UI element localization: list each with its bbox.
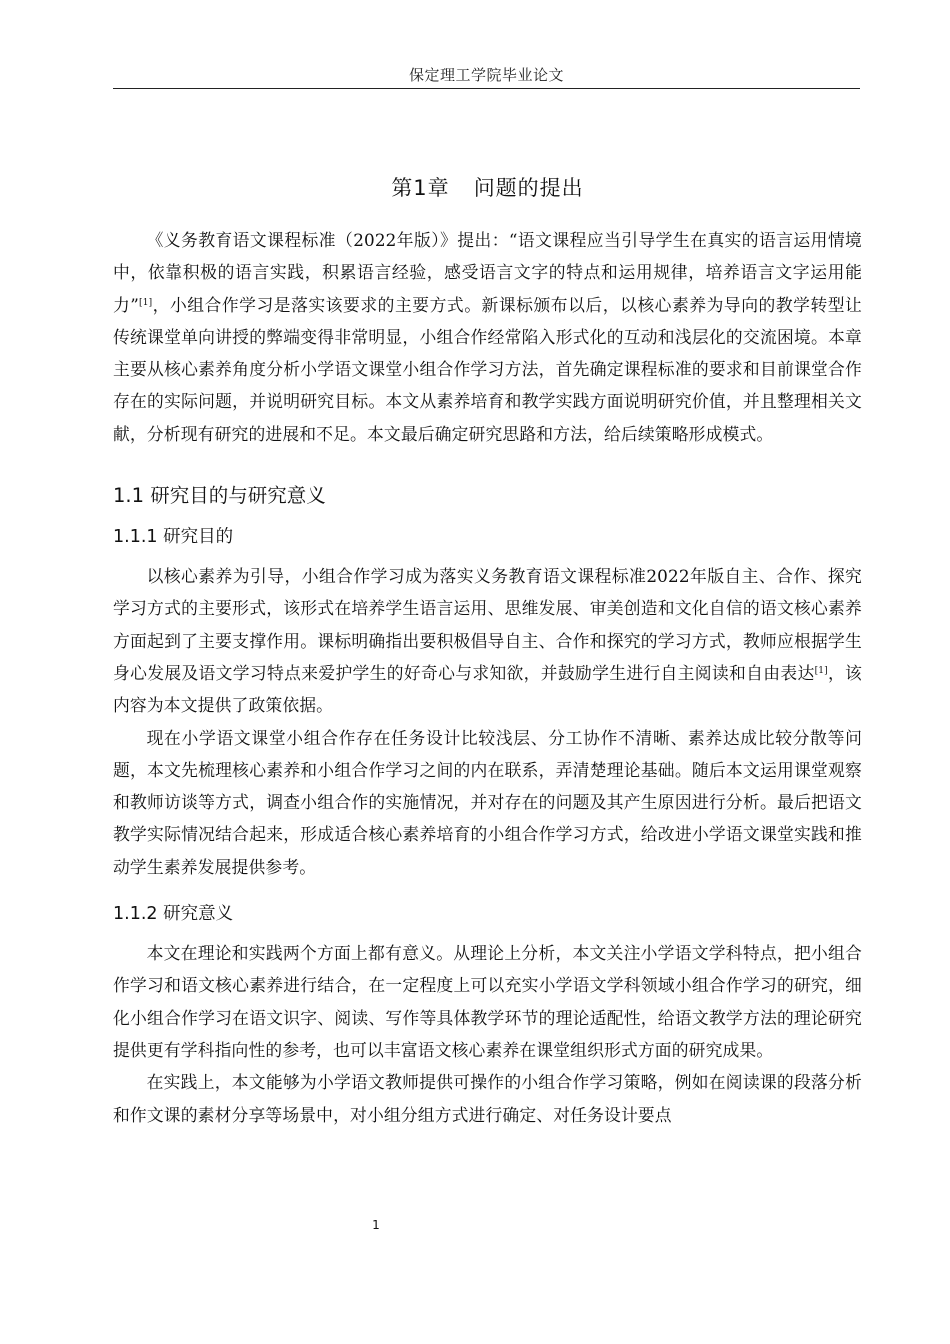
header-rule — [113, 88, 860, 89]
significance-paragraph-2: 在实践上，本文能够为小学语文教师提供可操作的小组合作学习策略，例如在阅读课的段落分析和作文课的素材分享等场景中，对小组分组方式进行确定、对任务设计要点 — [113, 1072, 862, 1125]
chapter-number: 第1章 — [391, 176, 450, 200]
chapter-title-text: 问题的提出 — [473, 176, 584, 200]
chapter-title — [113, 172, 862, 202]
page-number: 1 — [372, 1218, 380, 1232]
citation-ref: [1] — [139, 297, 153, 308]
running-header: 保定理工学院毕业论文 — [408, 66, 564, 84]
purpose-paragraph-1: 以核心素养为引导，小组合作学习成为落实义务教育语文课程标准2022年版自主、合作、探究学习方式的主要形式，该形式在培养学生语言运用、思维发展、审美创造和文化自信的语文核心素养方面起到了主要支撑作用。课标明确指出要积极倡导自主、合作和探究的学习方式，教师应根据学生身心发展及语文学习特点来爱护学生的好奇心与求知欲，并鼓励学生进行自主阅读和自由表达[1]，该内容为本文提供了政策依据。 — [113, 566, 862, 716]
page-body — [113, 150, 862, 1131]
purpose-paragraph-2: 现在小学语文课堂小组合作存在任务设计比较浅层、分工协作不清晰、素养达成比较分散等问题，本文先梳理核心素养和小组合作学习之间的内在联系，弄清楚理论基础。随后本文运用课堂观察和教师访谈等方式，调查小组合作的实施情况，并对存在的问题及其产生原因进行分析。最后把语文教学实际情况结合起来，形成适合核心素养培育的小组合作学习方式，给改进小学语文课堂实践和推动学生素养发展提供参考。 — [113, 727, 862, 877]
section-heading-1-1-2: 1.1.2 研究意义 — [113, 904, 234, 925]
citation-ref: [1] — [814, 665, 828, 676]
section-heading-1-1: 1.1 研究目的与研究意义 — [113, 484, 326, 508]
section-heading-1-1-1: 1.1.1 研究目的 — [113, 527, 234, 548]
intro-paragraph: 《义务教育语文课程标准（2022年版）》提出：“语文课程应当引导学生在真实的语言运用情境中，依靠积极的语言实践，积累语言经验，感受语言文字的特点和运用规律，培养语言文字运用能力”[1]，小组合作学习是落实该要求的主要方式。新课标颁布以后，以核心素养为导向的教学转型让传统课堂单向讲授的弊端变得非常明显，小组合作经常陷入形式化的互动和浅层化的交流困境。本章主要从核心素养角度分析小学语文课堂小组合作学习方法，首先确定课程标准的要求和目前课堂合作存在的实际问题，并说明研究目标。本文从素养培育和教学实践方面说明研究价值，并且整理相关文献，分析现有研究的进展和不足。本文最后确定研究思路和方法，给后续策略形成模式。 — [113, 230, 862, 444]
significance-paragraph-1: 本文在理论和实践两个方面上都有意义。从理论上分析，本文关注小学语文学科特点，把小组合作学习和语文核心素养进行结合，在一定程度上可以充实小学语文学科领域小组合作学习的研究，细化小组合作学习在语文识字、阅读、写作等具体教学环节的理论适配性，给语文教学方法的理论研究提供更有学科指向性的参考，也可以丰富语文核心素养在课堂组织形式方面的研究成果。 — [113, 943, 862, 1060]
